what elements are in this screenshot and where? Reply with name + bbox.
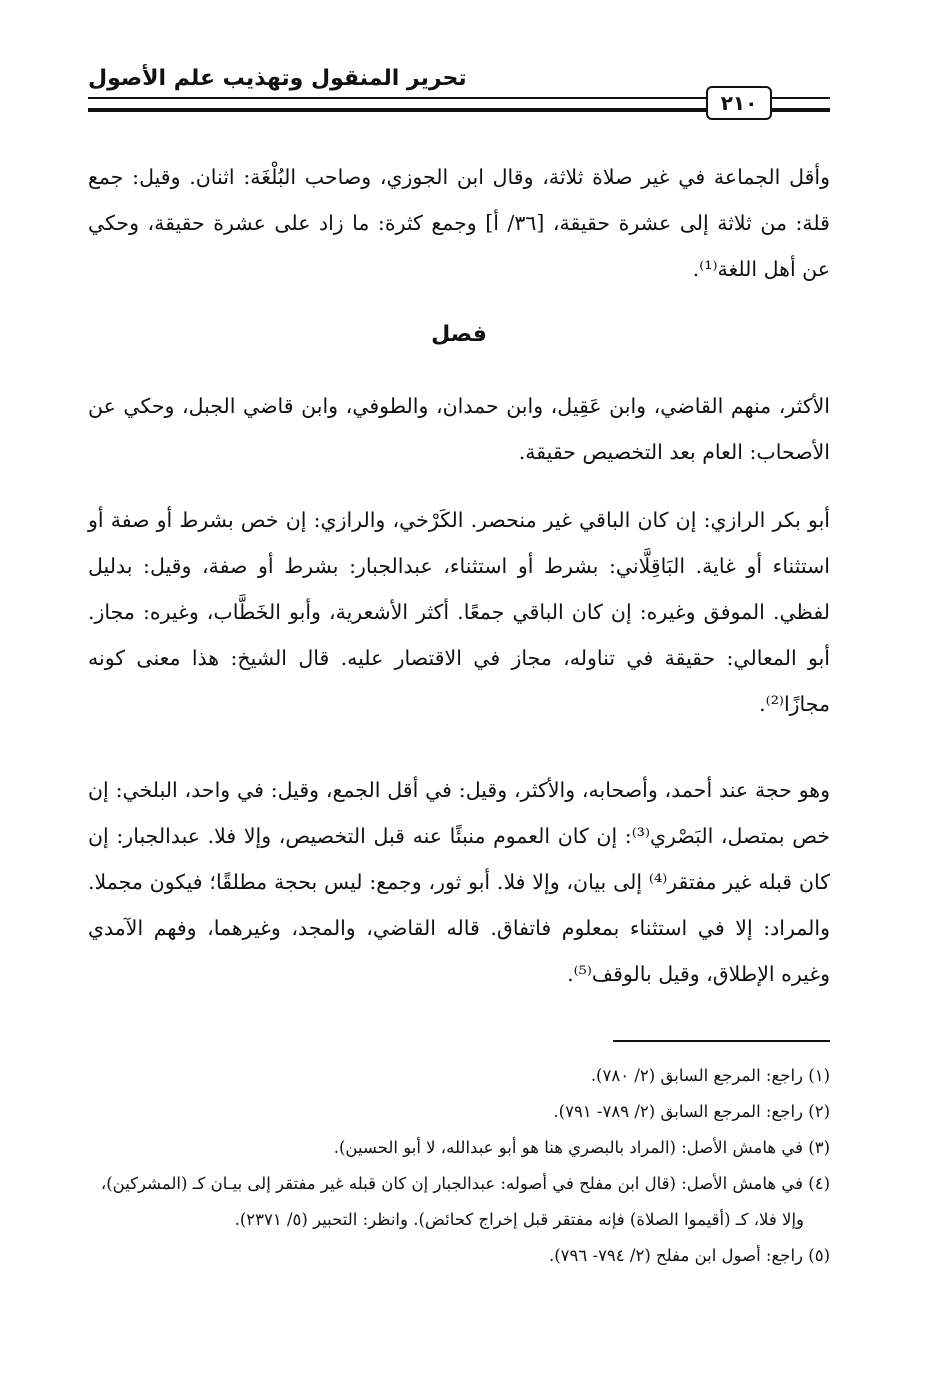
footnote-3: (٣) في هامش الأصل: (المراد بالبصري هنا هو أبو عبدالله، لا أبو الحسين). (333, 1138, 830, 1157)
running-header-title: تحرير المنقول وتهذيب علم الأصول (88, 66, 467, 91)
paragraph-text: وأقل الجماعة في غير صلاة ثلاثة، وقال ابن الجوزي، وصاحب البُلْغَة: اثنان. وقيل: جمع قلة: من ثلاثة إلى عشرة حقيقة، [٣٦/ أ] وجمع كثرة: ما زاد على عشرة حقيقة، وحكي عن أهل اللغة⁽¹⁾. (88, 165, 830, 281)
footnote-1: (١) راجع: المرجع السابق (٢/ ٧٨٠). (590, 1066, 830, 1085)
footnote-4: (٤) في هامش الأصل: (قال ابن مفلح في أصوله: عبدالجبار إن كان قبله غير مفتقر إلى بيـان كـ (المشركين)، (100, 1174, 830, 1193)
footnotes (88, 1058, 830, 1274)
body-paragraph-1 (88, 154, 830, 292)
body-paragraph-3 (88, 497, 830, 727)
paragraph-text: أبو بكر الرازي: إن كان الباقي غير منحصر. الكَرْخي، والرازي: إن خص بشرط أو صفة أو استثناء أو غاية. البَاقِلَّاني: بشرط أو استثناء، عبدالجبار: بشرط أو صفة، وقيل: بدليل لفظي. الموفق وغيره: إن كان الباقي جمعًا. أكثر الأشعرية، وأبو الخَطَّاب، وغيره: مجاز. أبو المعالي: حقيقة في تناوله، مجاز في الاقتصار عليه. قال الشيخ: هذا معنى كونه مجازًا⁽²⁾. (88, 508, 830, 716)
paragraph-text: الأكثر، منهم القاضي، وابن عَقِيل، وابن حمدان، والطوفي، وابن قاضي الجبل، وحكي عن الأصحاب: العام بعد التخصيص حقيقة. (88, 394, 830, 464)
footnote-2: (٢) راجع: المرجع السابق (٢/ ٧٨٩- ٧٩١). (553, 1102, 830, 1121)
body-paragraph-2 (88, 383, 830, 475)
body-paragraph-4 (88, 767, 830, 997)
page-number: ٢١٠ (706, 86, 772, 120)
footnote-separator (613, 1040, 830, 1042)
paragraph-text: وهو حجة عند أحمد، وأصحابه، والأكثر، وقيل: في أقل الجمع، وقيل: في واحد، البلخي: إن خص بمتصل، البَصْري⁽³⁾: إن كان العموم منبئًا عنه قبل التخصيص، وإلا فلا. عبدالجبار: إن كان قبله غير مفتقر⁽⁴⁾ إلى بيان، وإلا فلا. أبو ثور، وجمع: ليس بحجة مطلقًا؛ فيكون مجملا. والمراد: إلا في استثناء بمعلوم فاتفاق. قاله القاضي، والمجد، وغيرهما، وفهم الآمدي وغيره الإطلاق، وقيل بالوقف⁽⁵⁾. (88, 778, 831, 986)
section-heading: فصل (431, 322, 487, 347)
footnote-5: (٥) راجع: أصول ابن مفلح (٢/ ٧٩٤- ٧٩٦). (548, 1246, 830, 1265)
footnote-4-continued: وإلا فلا، كـ (أقيموا الصلاة) فإنه مفتقر قبل إخراج كحائض). وانظر: التحبير (٥/ ٢٣٧١). (234, 1210, 804, 1229)
